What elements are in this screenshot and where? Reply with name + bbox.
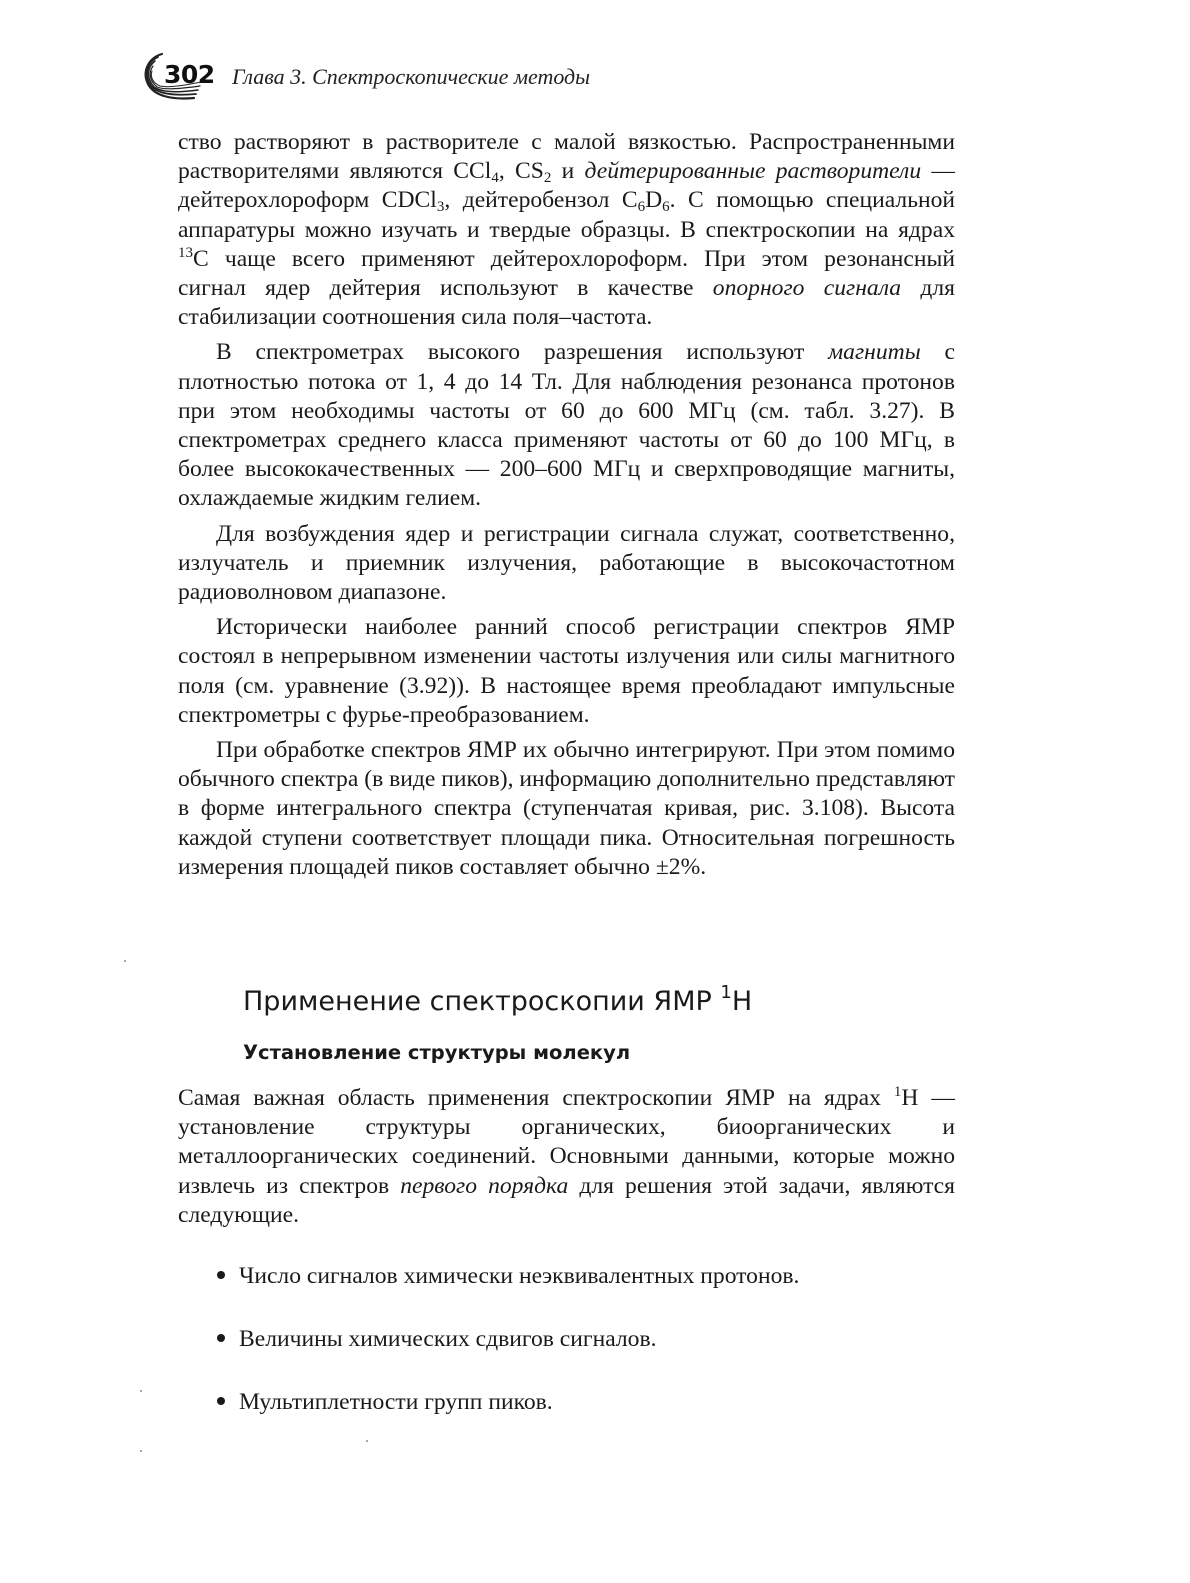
running-title: Глава 3. Спектроскопические методы [232,64,591,89]
list-item: Мультиплетности групп пиков. [217,1388,799,1417]
running-header [138,48,698,104]
paragraph-3: Для возбуждения ядер и регистрации сигнала служат, соответственно, излучатель и приемник излучения, работающие в высокочастотном радиоволновом диапазоне. [178,520,955,606]
list-item: Число сигналов химически неэквивалентных протонов. [217,1262,799,1291]
subsection-heading: Установление структуры молекул [243,1041,631,1064]
bullet-icon [217,1271,225,1279]
emphasis-term: опорного сигнала [712,275,902,302]
emphasis-term: дейтерированные растворители [584,158,922,185]
scan-speck [124,960,126,962]
scan-speck [140,1390,142,1392]
bullet-icon [217,1334,225,1342]
paragraph-6: Самая важная область применения спектроскопии ЯМР на ядрах $^1$H — установление структуры органических, биоорганических и металлоорганических соединений. Основными данными, которые можно извлечь из спектров первого порядка для решения этой задачи, являются следующие. [178,1084,955,1228]
paragraph-1: ство растворяют в растворителе с малой вязкостью. Распространенными растворителями являются CCl$_4$, $CS_2$ и дейтерированные растворители — дейтерохлороформ CDCl$_3$, дейтеробензол $C_6D_6$. С помощью специальной аппаратуры можно изучать и твердые образцы. В спектроскопии на ядрах $^{13}$C чаще всего применяют дейтерохлороформ. При этом резонансный сигнал ядер дейтерия используют в качестве опорного сигнала для стабилизации соотношения сила поля–частота. [178,129,956,331]
list-item: Величины химических сдвигов сигналов. [217,1325,799,1354]
text-block-bottom [178,1084,955,1230]
scan-speck [140,1450,142,1452]
paragraph-4: Исторически наиболее ранний способ регистрации спектров ЯМР состоял в непрерывном изменении частоты излучения или силы магнитного поля (см. уравнение (3.92)). В настоящее время преобладают импульсные спектрометры с фурье-преобразованием. [178,614,955,728]
bullet-list [217,1262,799,1451]
text-block-top [178,128,955,882]
page-number: 302 [164,60,215,89]
emphasis-term: первого порядка [400,1172,569,1199]
emphasis-term: магниты [828,339,921,366]
paragraph-5: При обработке спектров ЯМР их обычно интегрируют. При этом помимо обычного спектра (в виде пиков), информацию дополнительно представляют в форме интегрального спектра (ступенчатая кривая, рис. 3.108). Высота каждой ступени соответствует площади пика. Относительная погрешность измерения площадей пиков составляет обычно ±2%. [178,737,955,880]
scan-speck [366,1440,368,1442]
section-heading: Применение спектроскопии ЯМР $^1$H [243,982,753,1017]
paragraph-2: В спектрометрах высокого разрешения используют магниты с плотностью потока от 1, 4 до 14 Тл. Для наблюдения резонанса протонов при этом необходимы частоты от 60 до 600 МГц (см. табл. 3.27). В спектрометрах среднего класса применяют частоты от 60 до 100 МГц, в более высококачественных — 200–600 МГц и сверхпроводящие магниты, охлаждаемые жидким гелием. [178,339,955,512]
bullet-icon [217,1397,225,1405]
